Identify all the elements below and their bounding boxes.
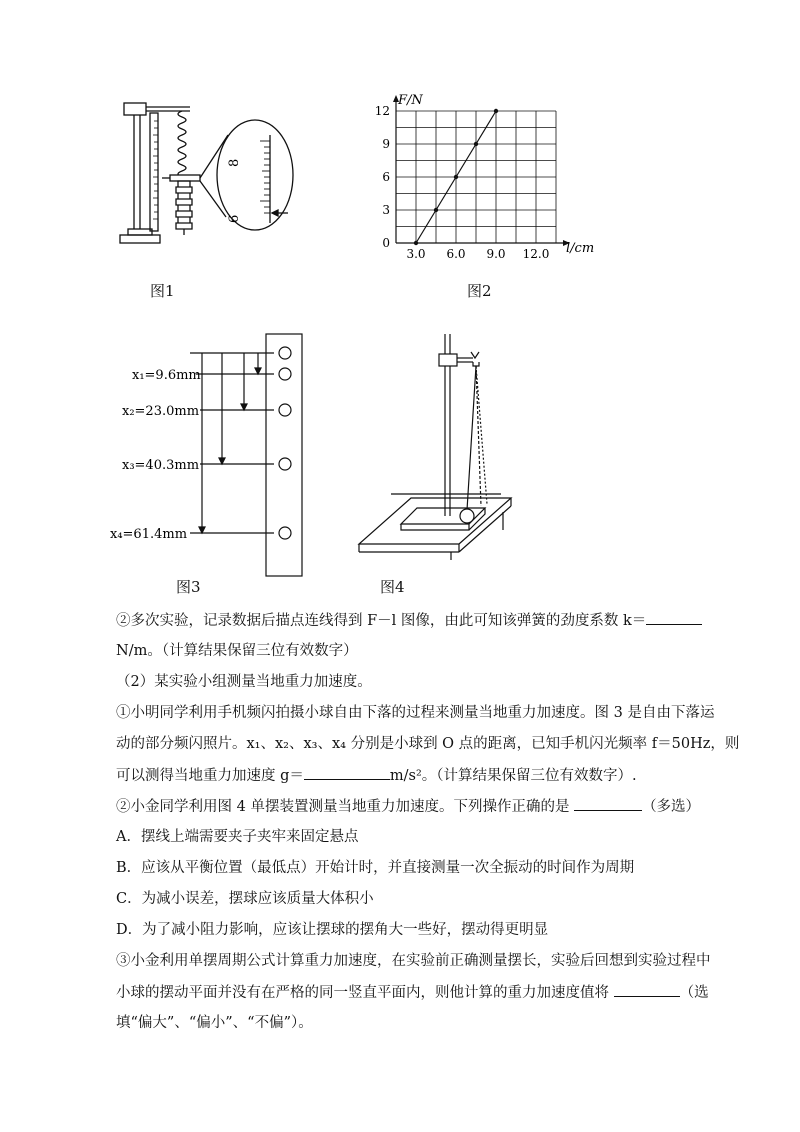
line-free-fall-2: 动的部分频闪照片。x₁、x₂、x₃、x₄ 分别是小球到 O 点的距离，已知手机闪光频率 f＝50Hz，则 (116, 736, 740, 752)
fig2-data-point (494, 109, 498, 113)
fig4-pendulum-ball (460, 509, 474, 523)
fig2-x-tick-label: 12.0 (522, 247, 550, 261)
gravity-text-a: 可以测得当地重力加速度 g＝ (116, 768, 304, 784)
fig1-scale-label-8: 8 (227, 158, 242, 167)
fig3-ball-3 (279, 458, 291, 470)
figure-2-caption: 图2 (467, 282, 492, 300)
line-unit-note: N/m。（计算结果保留三位有效数字） (116, 643, 358, 659)
fig2-x-tick-label: 9.0 (486, 247, 506, 261)
fig3-ball-o (279, 347, 291, 359)
fig2-y-tick-label: 3 (382, 203, 390, 217)
fig3-label-x1: x₁=9.6mm (132, 368, 201, 383)
pendulum-error-text: 小球的摆动平面并没有在严格的同一竖直平面内，则他计算的重力加速度值将 (116, 985, 614, 1001)
fig2-x-axis-label: l/cm (566, 241, 595, 256)
fig3-ball-1 (279, 368, 291, 380)
fig2-y-tick-label: 9 (382, 137, 390, 151)
fig2-data-point (474, 142, 478, 146)
option-a: A．摆线上端需要夹子夹牢来固定悬点 (116, 829, 359, 845)
fig1-scale-label-6: 6 (227, 214, 242, 223)
fig2-y-tick-label: 0 (382, 236, 390, 250)
fig2-x-tick-label: 3.0 (406, 247, 426, 261)
line-gravity-answer (116, 765, 637, 786)
answer-blank-bias[interactable] (614, 982, 680, 997)
figure-1-spring-apparatus (110, 95, 310, 255)
fig2-data-point (414, 241, 418, 245)
line-part-2-heading: （2）某实验小组测量当地重力加速度。 (116, 674, 372, 690)
fig2-x-tick-label: 6.0 (446, 247, 466, 261)
line-spring-constant (116, 610, 702, 631)
figure-4-pendulum-setup (355, 330, 535, 560)
fig3-ball-4 (279, 527, 291, 539)
line-pendulum-error-1: ③小金利用单摆周期公式计算重力加速度，在实验前正确测量摆长，实验后回想到实验过程中 (116, 953, 711, 969)
figure-2-force-length-chart (360, 88, 610, 268)
figure-4-caption: 图4 (380, 578, 405, 596)
line-pendulum-error-2 (116, 982, 709, 1003)
fig3-ball-2 (279, 404, 291, 416)
fig2-data-point (454, 175, 458, 179)
answer-blank-g[interactable] (304, 765, 390, 780)
option-d: D．为了减小阻力影响，应该让摆球的摆角大一些好，摆动得更明显 (116, 922, 549, 938)
line-free-fall-1: ①小明同学利用手机频闪拍摄小球自由下落的过程来测量当地重力加速度。图 3 是自由下落运 (116, 705, 715, 721)
line-pendulum-choices: 填“偏大”、“偏小”、“不偏”）。 (116, 1015, 313, 1031)
answer-blank-options[interactable] (574, 796, 642, 811)
fig2-y-tick-label: 6 (382, 170, 390, 184)
line-pendulum-question (116, 796, 700, 817)
pendulum-multi-select-note: （多选） (642, 799, 701, 815)
pendulum-question-text: ②小金同学利用图 4 单摆装置测量当地重力加速度。下列操作正确的是 (116, 799, 575, 815)
fig3-label-x3: x₃=40.3mm (122, 458, 200, 473)
figure-1-caption: 图1 (150, 282, 175, 300)
fig2-y-tick-label: 12 (374, 104, 390, 118)
fig2-y-axis-label: F/N (398, 93, 423, 108)
figure-3-free-fall-photo (108, 332, 328, 582)
answer-blank-k[interactable] (646, 610, 702, 625)
spring-constant-text: ②多次实验，记录数据后描点连线得到 F－l 图像，由此可知该弹簧的劲度系数 k＝ (116, 613, 647, 629)
option-b: B．应该从平衡位置（最低点）开始计时，并直接测量一次全振动的时间作为周期 (116, 860, 635, 876)
fig3-label-x4: x₄=61.4mm (110, 527, 188, 542)
fig2-grid (396, 111, 556, 243)
gravity-text-b: m/s²。（计算结果保留三位有效数字）. (389, 768, 637, 784)
pendulum-error-choose: （选 (679, 985, 709, 1001)
fig3-label-x2: x₂=23.0mm (122, 404, 200, 419)
option-c: C．为减小误差，摆球应该质量大体积小 (116, 891, 374, 907)
fig2-data-point (434, 208, 438, 212)
figure-3-caption: 图3 (176, 578, 201, 596)
